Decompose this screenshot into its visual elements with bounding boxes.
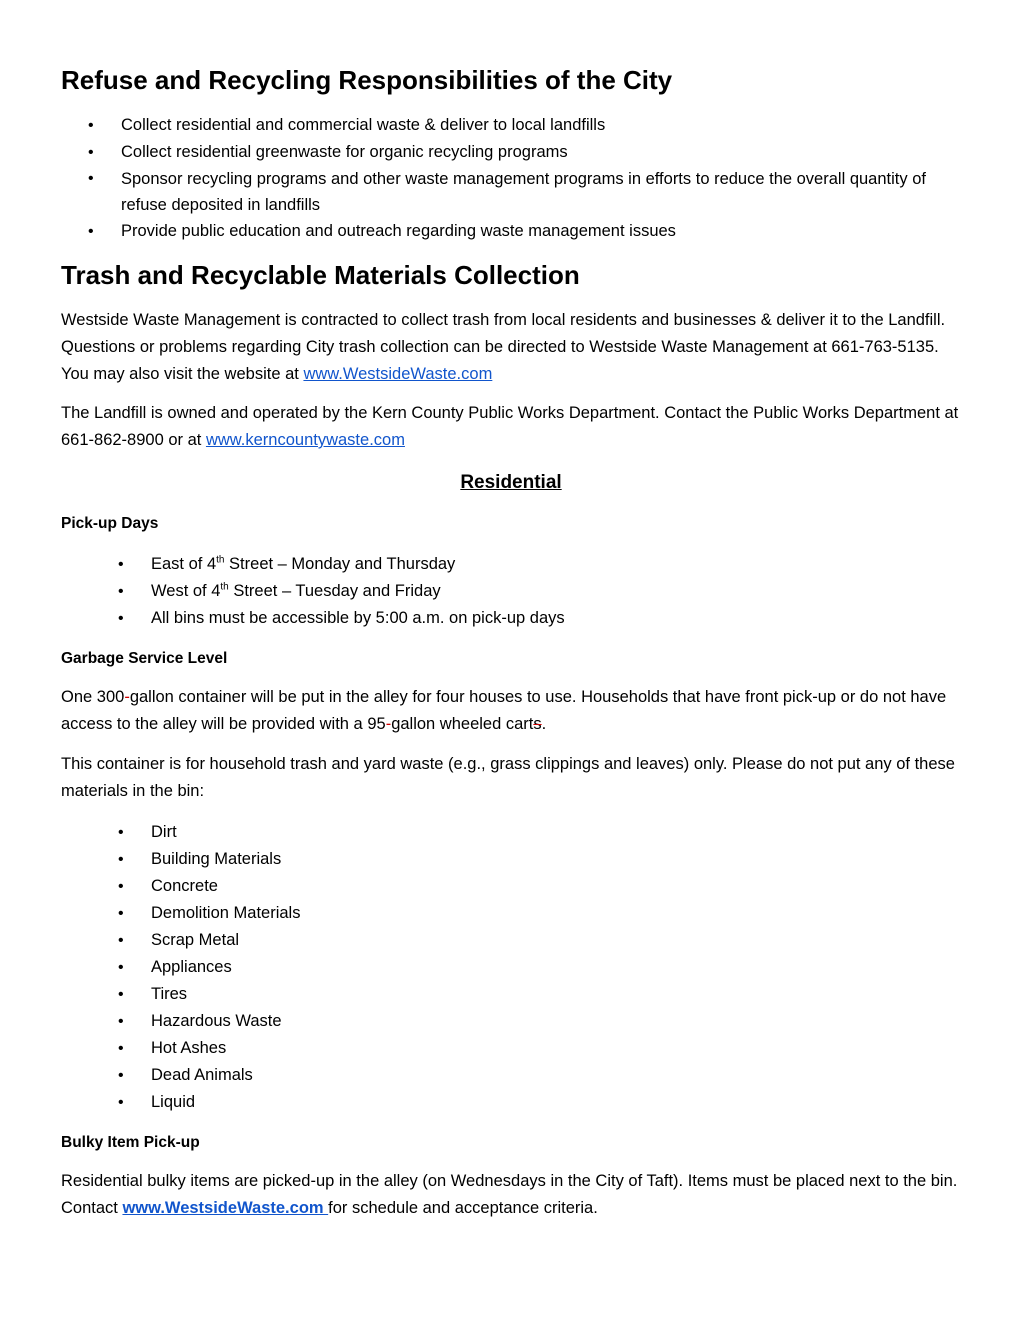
east-days: Street – Monday and Thursday bbox=[224, 555, 456, 573]
list-item: • Concrete bbox=[61, 873, 961, 900]
east-sup: th bbox=[216, 554, 225, 566]
garbage-service-heading: Garbage Service Level bbox=[61, 650, 228, 667]
bulky-text-b: for schedule and acceptance criteria. bbox=[328, 1199, 598, 1217]
list-item: • Tires bbox=[61, 981, 961, 1008]
list-item: • Liquid bbox=[61, 1089, 961, 1116]
pickup-days-heading: Pick-up Days bbox=[61, 515, 159, 532]
list-item-bins: • All bins must be accessible by 5:00 a.m. on pick-up days bbox=[61, 605, 961, 632]
garbage-text-b: gallon container will be put in the alley for four houses to use. Households that have front pick-up or do not have access to the alley will be provided with a 95 bbox=[61, 688, 947, 733]
list-item: • Scrap Metal bbox=[61, 927, 961, 954]
list-item-west bbox=[61, 578, 961, 605]
heading-city-responsibilities: Refuse and Recycling Responsibilities of the City bbox=[61, 65, 673, 95]
list-item: • Collect residential and commercial waste & deliver to local landfills bbox=[61, 112, 961, 139]
prohibited-materials-list bbox=[61, 819, 961, 1116]
document-page bbox=[61, 56, 961, 1222]
list-item: • Demolition Materials bbox=[61, 900, 961, 927]
west-sup: th bbox=[220, 581, 229, 593]
pickup-days-list bbox=[61, 551, 961, 632]
list-item: • Hot Ashes bbox=[61, 1035, 961, 1062]
residential-heading: Residential bbox=[460, 472, 562, 493]
list-item: • Hazardous Waste bbox=[61, 1008, 961, 1035]
westside-bulky-link[interactable]: www.WestsideWaste.com bbox=[122, 1199, 329, 1217]
responsibilities-list bbox=[61, 112, 961, 245]
revision-dash: - bbox=[385, 715, 392, 733]
west-text: West of 4 bbox=[151, 582, 221, 600]
westside-link[interactable]: www.WestsideWaste.com bbox=[303, 365, 493, 383]
kerncounty-link[interactable]: www.kerncountywaste.com bbox=[205, 431, 405, 449]
landfill-text: The Landfill is owned and operated by the Kern County Public Works Department. Contact the Public Works Department at 661-862-8900 or at bbox=[61, 404, 959, 449]
list-item: • Building Materials bbox=[61, 846, 961, 873]
east-text: East of 4 bbox=[151, 555, 217, 573]
revision-strike: s bbox=[533, 715, 542, 733]
westside-text: Westside Waste Management is contracted to collect trash from local residents and businesses & deliver it to the Landfill. Questions or problems regarding City trash collection can be directed to Westside Waste Management at 661-763-5135. You may also visit the website at bbox=[61, 311, 946, 383]
revision-dash: - bbox=[124, 688, 130, 706]
landfill-paragraph bbox=[61, 400, 961, 454]
list-item: • Sponsor recycling programs and other waste management programs in efforts to reduce the overall quantity of refuse deposited in landfills bbox=[61, 166, 961, 218]
garbage-text-d: . bbox=[541, 715, 547, 733]
westside-paragraph bbox=[61, 307, 961, 388]
list-item: • Dead Animals bbox=[61, 1062, 961, 1089]
garbage-paragraph-2: This container is for household trash and yard waste (e.g., grass clippings and leaves) only. Please do not put any of these materials in the bin: bbox=[61, 755, 955, 800]
list-item: • Dirt bbox=[61, 819, 961, 846]
bulky-paragraph bbox=[61, 1168, 961, 1222]
list-item: • Appliances bbox=[61, 954, 961, 981]
bulky-item-heading: Bulky Item Pick-up bbox=[61, 1134, 200, 1151]
list-item: • Collect residential greenwaste for organic recycling programs bbox=[61, 139, 961, 166]
west-days: Street – Tuesday and Friday bbox=[228, 582, 441, 600]
list-item-east bbox=[61, 551, 961, 578]
heading-trash-collection: Trash and Recyclable Materials Collection bbox=[61, 260, 580, 290]
garbage-text-a: One 300 bbox=[61, 688, 125, 706]
bulky-text-a: Residential bulky items are picked-up in the alley (on Wednesdays in the City of Taft). Items must be placed next to the bin. Contact bbox=[61, 1172, 958, 1217]
garbage-text-c: gallon wheeled cart bbox=[391, 715, 534, 733]
garbage-paragraph-1 bbox=[61, 684, 961, 738]
list-item: • Provide public education and outreach regarding waste management issues bbox=[61, 218, 961, 245]
